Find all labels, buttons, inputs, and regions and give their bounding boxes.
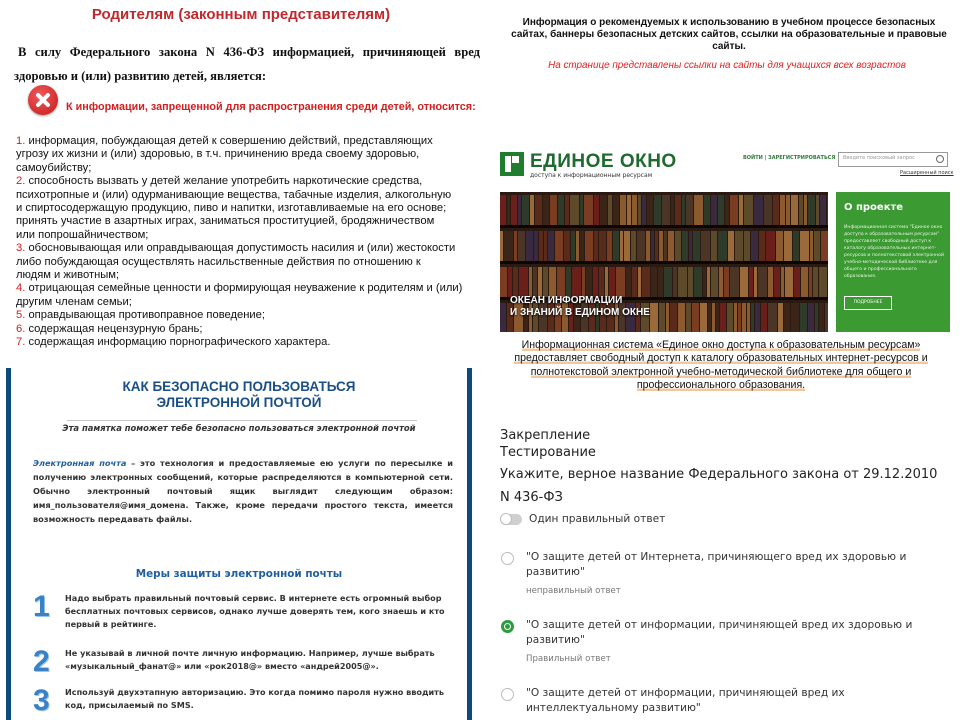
book-spine xyxy=(599,231,606,261)
book-spine xyxy=(600,195,607,225)
book-spine xyxy=(701,231,710,261)
book-spine xyxy=(784,303,790,332)
book-spine xyxy=(728,231,734,261)
book-spine xyxy=(608,195,612,225)
about-heading: О проекте xyxy=(844,202,904,213)
step-number: 3 xyxy=(33,684,50,717)
book-spine xyxy=(678,303,685,332)
book-spine xyxy=(544,231,547,261)
more-button[interactable]: ПОДРОБНЕЕ xyxy=(844,296,892,310)
book-spine xyxy=(659,303,665,332)
shelf xyxy=(500,225,828,228)
section-label: Тестирование xyxy=(500,445,596,460)
book-spine xyxy=(662,195,670,225)
book-spine xyxy=(585,231,593,261)
book-spine xyxy=(712,303,715,332)
book-spine xyxy=(557,267,565,297)
answer-radio-selected[interactable] xyxy=(501,620,514,633)
book-spine xyxy=(627,195,631,225)
book-spine xyxy=(704,195,710,225)
step-number: 2 xyxy=(33,645,50,678)
book-spine xyxy=(668,231,674,261)
quiz-question: Укажите, верное название Федерального закона от 29.12.2010 N 436-ФЗ xyxy=(500,467,938,505)
email-definition: Электронная почта – это технология и предоставляемые ею услуги по пересылке и получению электронных сообщений, которые распределяются в компьютерной сети. Обычно электронный почтовый ящик выглядит следующим образом: имя_пользователя@имя_домена. Также, кроме передачи простого текста, имеется возможность передавать файлы. xyxy=(33,458,453,524)
book-spine xyxy=(586,267,592,297)
book-spine xyxy=(730,267,739,297)
book-spine xyxy=(754,195,763,225)
book-spine xyxy=(593,267,598,297)
book-spine xyxy=(518,195,521,225)
book-spine xyxy=(519,267,528,297)
safe-sites-info: Информация о рекомендуемых к использованию в учебном процессе безопасных сайтах, баннеры безопасных детских сайтов, ссылки на образовательные и правовые сайты. xyxy=(511,17,947,52)
about-project-box xyxy=(836,192,950,332)
book-spine xyxy=(751,231,758,261)
answer-feedback: Правильный ответ xyxy=(526,654,611,664)
book-spine xyxy=(624,231,630,261)
edinoe-okno-subtitle: доступа к информационным ресурсам xyxy=(530,172,653,179)
book-spine xyxy=(605,267,608,297)
book-spine xyxy=(810,231,813,261)
book-spine xyxy=(744,231,750,261)
book-spine xyxy=(566,267,571,297)
list-item: 5. оправдывающая противоправное поведение; xyxy=(16,309,266,322)
book-spine xyxy=(555,231,563,261)
book-spine xyxy=(666,303,669,332)
measures-heading: Меры защиты электронной почты xyxy=(135,568,343,580)
book-spine xyxy=(764,195,772,225)
advanced-search-link[interactable]: Расширенный поиск xyxy=(900,170,954,176)
book-spine xyxy=(620,231,623,261)
book-spine xyxy=(768,267,773,297)
book-spine xyxy=(632,195,637,225)
book-spine xyxy=(693,231,700,261)
book-spine xyxy=(773,195,779,225)
about-text: Информационная система "Единое окно доступа к образовательным ресурсам" предоставляет свободный доступ к каталогу образовательных интернет-ресурсов и полнотекстовой электронной учебно-методической библиотеке для общего и профессионального образования. xyxy=(844,225,944,279)
banner-caption: ОКЕАН ИНФОРМАЦИИ И ЗНАНИЙ В ЕДИНОМ ОКНЕ xyxy=(510,295,650,318)
book-spine xyxy=(638,195,641,225)
book-spine xyxy=(609,267,615,297)
book-spine xyxy=(571,231,575,261)
book-spine xyxy=(504,231,513,261)
book-spine xyxy=(613,195,619,225)
book-spine xyxy=(808,303,814,332)
book-spine xyxy=(711,231,717,261)
answer-option[interactable]: "О защите детей от информации, причиняющей вред их интеллектуальному развитию" xyxy=(526,687,845,714)
book-spine xyxy=(700,303,707,332)
list-item: 3. обосновывающая или оправдывающая допустимость насилия и (или) жестокости либо побуждающая осуществлять насильственные действия по отношению к людям и животным; xyxy=(16,242,456,282)
book-spine xyxy=(543,195,549,225)
step-text: Используй двухэтапную авторизацию. Это когда помимо пароля нужно вводить код, присылаемый по SMS. xyxy=(65,687,444,710)
answer-option[interactable]: "О защите детей от Интернета, причиняющего вред их здоровью и развитию" xyxy=(526,551,907,578)
edinoe-okno-logo-icon[interactable] xyxy=(500,152,524,176)
book-spine xyxy=(808,195,815,225)
book-spine xyxy=(548,231,554,261)
answer-option[interactable]: "О защите детей от информации, причиняющей вред их здоровью и развитию" xyxy=(526,619,913,646)
book-spine xyxy=(821,231,828,261)
answer-radio[interactable] xyxy=(501,552,514,565)
book-spine xyxy=(673,267,677,297)
book-spine xyxy=(820,195,826,225)
book-spine xyxy=(616,267,625,297)
book-spine xyxy=(508,267,512,297)
book-spine xyxy=(530,195,534,225)
book-spine xyxy=(522,195,529,225)
book-spine xyxy=(664,231,667,261)
book-spine xyxy=(637,231,645,261)
book-spine xyxy=(654,195,661,225)
book-spine xyxy=(825,303,828,332)
book-spine xyxy=(671,195,674,225)
forbidden-list xyxy=(16,135,482,350)
book-spine xyxy=(647,195,653,225)
book-spine xyxy=(694,195,703,225)
book-spine xyxy=(688,267,693,297)
book-spine xyxy=(727,303,733,332)
book-spine xyxy=(582,267,585,297)
book-spine xyxy=(724,267,729,297)
book-spine xyxy=(626,267,631,297)
book-spine xyxy=(761,303,767,332)
book-spine xyxy=(711,195,717,225)
book-spine xyxy=(809,267,812,297)
book-spine xyxy=(594,231,598,261)
book-spine xyxy=(638,267,641,297)
book-spine xyxy=(670,303,677,332)
book-spine xyxy=(549,267,556,297)
book-spine xyxy=(675,195,681,225)
book-spine xyxy=(500,267,507,297)
book-spine xyxy=(664,267,672,297)
answer-feedback: неправильный ответ xyxy=(526,586,621,596)
book-spine xyxy=(689,231,692,261)
book-spine xyxy=(778,303,783,332)
list-item: 2. способность вызвать у детей желание употребить наркотические средства, психотропные и (или) одурманивающие вещества, табачные изделия, алкогольную и спиртосодержащую продукцию, пиво и напитки, изготавливаемые на его основе; принять участие в азартных играх, заниматься проституцией, бродяжничеством или попрошайничеством; xyxy=(16,175,452,241)
book-spine xyxy=(814,231,820,261)
book-spine xyxy=(718,231,727,261)
book-spine xyxy=(730,195,738,225)
book-spine xyxy=(827,195,828,225)
book-spine xyxy=(819,267,827,297)
book-spine xyxy=(631,231,636,261)
book-spine xyxy=(500,231,503,261)
book-spine xyxy=(819,303,824,332)
book-spine xyxy=(725,195,729,225)
book-spine xyxy=(799,195,803,225)
book-spine xyxy=(720,303,726,332)
book-spine xyxy=(584,195,593,225)
email-safety-subtitle: Эта памятка поможет тебе безопасно пользоваться электронной почтой xyxy=(62,423,416,433)
list-item: 4. отрицающая семейные ценности и формирующая неуважение к родителям и (или) другим членам семьи; xyxy=(16,282,463,308)
book-spine xyxy=(682,231,688,261)
single-answer-toggle[interactable] xyxy=(500,514,522,525)
book-spine xyxy=(719,267,723,297)
book-spine xyxy=(675,231,681,261)
safe-sites-panel xyxy=(482,0,960,140)
book-spine xyxy=(651,231,654,261)
book-spine xyxy=(518,231,525,261)
book-spine xyxy=(816,195,819,225)
book-spine xyxy=(642,267,650,297)
book-spine xyxy=(815,303,818,332)
book-spine xyxy=(794,267,800,297)
edinoe-okno-panel xyxy=(482,140,960,408)
book-spine xyxy=(594,195,599,225)
forbidden-heading: К информации, запрещенной для распространения среди детей, относится: xyxy=(66,101,476,113)
book-spine xyxy=(659,231,663,261)
parents-title: Родителям (законным представителям) xyxy=(91,6,391,23)
book-spine xyxy=(707,267,710,297)
book-spine xyxy=(740,267,748,297)
book-spine xyxy=(744,195,753,225)
book-spine xyxy=(774,267,780,297)
answer-radio[interactable] xyxy=(501,688,514,701)
edinoe-okno-title[interactable]: ЕДИНОЕ ОКНО xyxy=(530,151,677,172)
book-spine xyxy=(533,267,537,297)
book-spine xyxy=(739,195,743,225)
book-spine xyxy=(513,267,518,297)
book-spine xyxy=(535,195,542,225)
book-spine xyxy=(786,195,790,225)
list-item: 6. содержащая нецензурную брань; xyxy=(16,322,203,335)
book-spine xyxy=(749,267,753,297)
book-spine xyxy=(539,231,543,261)
shelf xyxy=(500,261,828,264)
book-spine xyxy=(735,231,743,261)
book-spine xyxy=(758,267,767,297)
book-spine xyxy=(785,267,793,297)
step-number: 1 xyxy=(33,590,50,623)
book-spine xyxy=(572,267,581,297)
search-icon[interactable] xyxy=(936,155,944,163)
book-spine xyxy=(716,303,719,332)
close-circle-icon xyxy=(28,85,58,115)
section-label: Закрепление xyxy=(500,428,591,443)
book-spine xyxy=(655,231,658,261)
book-spine xyxy=(500,303,506,332)
book-spine xyxy=(780,195,785,225)
safe-sites-note: На странице представлены ссылки на сайты для учащихся всех возрастов xyxy=(548,60,906,71)
book-spine xyxy=(751,303,754,332)
book-spine xyxy=(755,303,760,332)
book-spine xyxy=(742,303,746,332)
book-spine xyxy=(678,267,687,297)
parents-panel xyxy=(0,0,482,368)
book-spine xyxy=(801,267,808,297)
login-register-links[interactable]: ВОЙТИ | ЗАРЕГИСТРИРОВАТЬСЯ xyxy=(743,155,836,161)
book-spine xyxy=(791,195,798,225)
book-spine xyxy=(738,303,741,332)
book-spine xyxy=(576,231,579,261)
book-spine xyxy=(564,231,570,261)
book-spine xyxy=(708,303,711,332)
book-spine xyxy=(500,195,506,225)
book-spine xyxy=(718,195,724,225)
quiz-panel xyxy=(482,408,960,720)
book-spine xyxy=(776,231,783,261)
book-spine xyxy=(538,267,542,297)
book-spine xyxy=(651,267,657,297)
book-spine xyxy=(711,267,718,297)
book-spine xyxy=(543,267,548,297)
divider xyxy=(67,420,417,421)
book-spine xyxy=(686,195,693,225)
book-spine xyxy=(534,231,538,261)
book-spine xyxy=(766,231,775,261)
list-item: 7. содержащая информацию порнографического характера. xyxy=(16,336,331,349)
book-spine xyxy=(642,195,646,225)
book-spine xyxy=(580,195,583,225)
book-spine xyxy=(800,231,809,261)
search-input[interactable] xyxy=(838,152,948,167)
book-spine xyxy=(793,231,799,261)
step-text: Надо выбрать правильный почтовый сервис. В интернете есть огромный выбор бесплатных почтовых сервисов, однако лучше доверять тем, кого знаешь и кто первый в рейтинге. xyxy=(65,593,445,629)
book-spine xyxy=(781,267,784,297)
edinoe-okno-description: Информационная система «Единое окно доступа к образовательным ресурсам» предоставляет свободный доступ к каталогу образовательных интернет-ресурсов и полнотекстовой электронной учебно-методической библиотеке для общего и профессионального образования. xyxy=(514,339,928,392)
book-spine xyxy=(804,195,807,225)
book-spine xyxy=(570,195,579,225)
book-spine xyxy=(694,267,702,297)
book-spine xyxy=(747,303,750,332)
email-safety-panel xyxy=(6,368,472,720)
list-item: 1. информация, побуждающая детей к совершению действий, представляющих угрозу их жизни и (или) здоровью, в т.ч. причинению вреда своему здоровью, самоубийству; xyxy=(16,135,433,174)
book-spine xyxy=(529,267,532,297)
book-spine xyxy=(754,267,757,297)
book-spine xyxy=(686,303,691,332)
book-spine xyxy=(658,267,663,297)
law-text: В силу Федерального закона N 436-ФЗ информацией, причиняющей вред здоровью и (или) развитию детей, является: xyxy=(14,45,480,83)
book-spine xyxy=(759,231,765,261)
book-spine xyxy=(784,231,792,261)
book-spine xyxy=(813,267,818,297)
book-spine xyxy=(682,195,685,225)
book-spine xyxy=(514,231,517,261)
book-spine xyxy=(620,195,626,225)
library-banner-image xyxy=(500,192,828,332)
book-spine xyxy=(507,195,510,225)
book-spine xyxy=(692,303,699,332)
book-spine xyxy=(526,231,533,261)
book-spine xyxy=(768,303,777,332)
book-spine xyxy=(800,303,807,332)
book-spine xyxy=(599,267,604,297)
book-spine xyxy=(650,303,658,332)
book-spine xyxy=(511,195,517,225)
search-placeholder: Введите поисковый запрос xyxy=(843,155,915,161)
book-spine xyxy=(734,303,737,332)
toggle-label: Один правильный ответ xyxy=(529,513,666,525)
book-spine xyxy=(580,231,584,261)
book-spine xyxy=(632,267,637,297)
step-text: Не указывай в личной почте личную информацию. Например, лучше выбрать «музыкальный_фанат@» или «рок2018@» вместо «андрей2005@». xyxy=(65,648,435,671)
book-spine xyxy=(613,231,619,261)
book-spine xyxy=(550,195,557,225)
book-spine xyxy=(791,303,799,332)
book-spine xyxy=(607,231,612,261)
email-safety-title: КАК БЕЗОПАСНО ПОЛЬЗОВАТЬСЯ ЭЛЕКТРОННОЙ ПОЧТОЙ xyxy=(122,379,356,410)
book-spine xyxy=(565,195,569,225)
book-spine xyxy=(646,231,650,261)
book-spine xyxy=(558,195,564,225)
book-spine xyxy=(703,267,706,297)
